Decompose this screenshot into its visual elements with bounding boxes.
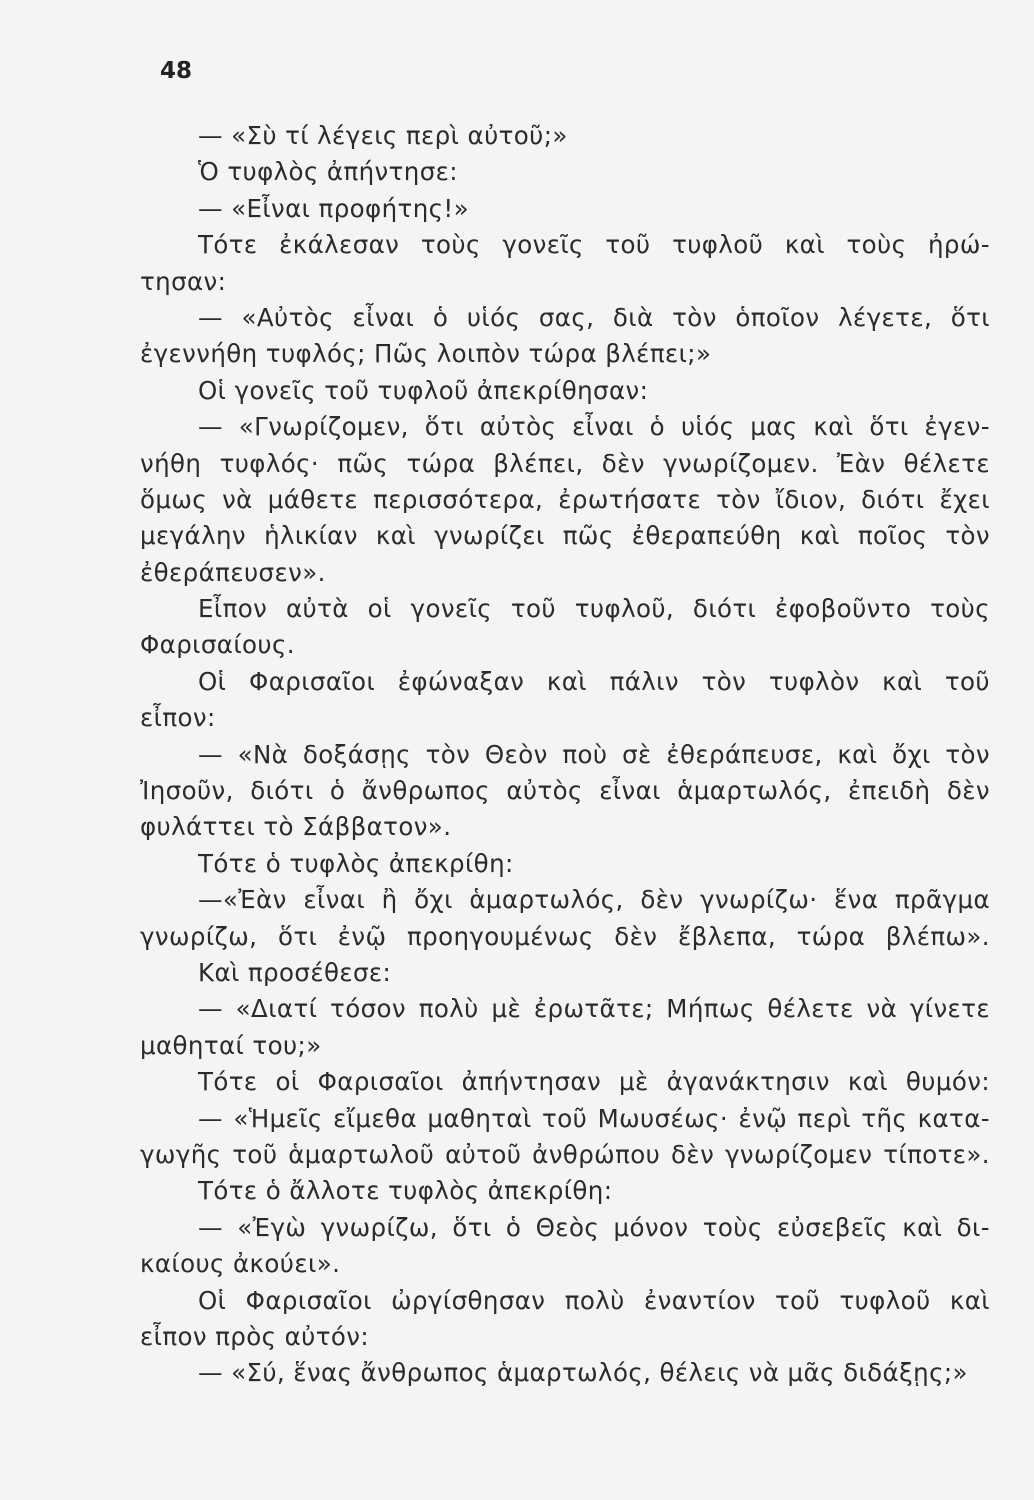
text-line: — «Νὰ δοξάσῃς τὸν Θεὸν ποὺ σὲ ἐθεράπευσε, καὶ ὄχι τὸν (198, 739, 990, 769)
text-line: ἐγεννήθη τυφλός; Πῶς λοιπὸν τώρα βλέπει;» (140, 339, 712, 369)
text-line: Τότε ἐκάλεσαν τοὺς γονεῖς τοῦ τυφλοῦ καὶ τοὺς ἠρώ- (198, 230, 990, 260)
text-line: Καὶ προσέθεσε: (198, 957, 392, 987)
text-line: — «Ἐγὼ γνωρίζω, ὅτι ὁ Θεὸς μόνον τοὺς εὐσεβεῖς καὶ δι- (198, 1212, 990, 1242)
text-line: —«Ἐὰν εἶναι ἢ ὄχι ἁμαρτωλός, δὲν γνωρίζω· ἕνα πρᾶγμα (198, 885, 990, 915)
text-line: — «Σύ, ἕνας ἄνθρωπος ἁμαρτωλός, θέλεις νὰ μᾶς διδάξῃς;» (198, 1358, 968, 1388)
text-line: — «Ἡμεῖς εἴμεθα μαθηταὶ τοῦ Μωυσέως· ἐνῷ περὶ τῆς κατα- (198, 1103, 990, 1133)
text-line: — «Σὺ τί λέγεις περὶ αὐτοῦ;» (198, 121, 568, 150)
text-line: Οἱ Φαρισαῖοι ὠργίσθησαν πολὺ ἐναντίον τοῦ τυφλοῦ καὶ (198, 1285, 990, 1315)
text-line: — «Εἶναι προφήτης!» (198, 193, 470, 223)
text-line: καίους ἀκούει». (140, 1249, 341, 1279)
text-line: Εἶπον αὐτὰ οἱ γονεῖς τοῦ τυφλοῦ, διότι ἐφοβοῦντο τοὺς (198, 594, 990, 624)
text-line: Τότε ὁ τυφλὸς ἀπεκρίθη: (198, 848, 514, 878)
text-line: γωγῆς τοῦ ἁμαρτωλοῦ αὐτοῦ ἀνθρώπου δὲν γνωρίζομεν τίποτε». (140, 1139, 990, 1169)
text-line: ἐθεράπευσεν». (140, 557, 326, 587)
text-line: τησαν: (140, 266, 227, 296)
text-line: — «Διατί τόσον πολὺ μὲ ἐρωτᾶτε; Μήπως θέλετε νὰ γίνετε (198, 994, 990, 1024)
text-line: φυλάττει τὸ Σάββατον». (140, 812, 452, 842)
text-line: Ὁ τυφλὸς ἀπήντησε: (198, 157, 458, 187)
text-line: γνωρίζω, ὅτι ἐνῷ προηγουμένως δὲν ἔβλεπα, τώρα βλέπω». (140, 921, 990, 951)
text-line: Τότε ὁ ἄλλοτε τυφλὸς ἀπεκρίθη: (198, 1176, 613, 1206)
text-line: μεγάλην ἡλικίαν καὶ γνωρίζει πῶς ἐθεραπεύθη καὶ ποῖος τὸν (140, 521, 990, 551)
text-line: Ἰησοῦν, διότι ὁ ἄνθρωπος αὐτὸς εἶναι ἁμαρτωλός, ἐπειδὴ δὲν (140, 776, 990, 806)
page-number: 48 (160, 58, 193, 84)
text-line: Τότε οἱ Φαρισαῖοι ἀπήντησαν μὲ ἀγανάκτησιν καὶ θυμόν: (198, 1067, 990, 1097)
text-line: εἶπον: (140, 703, 216, 733)
text-line: Οἱ Φαρισαῖοι ἐφώναξαν καὶ πάλιν τὸν τυφλὸν καὶ τοῦ (198, 666, 990, 696)
text-line: μαθηταί του;» (140, 1030, 322, 1060)
text-line: εἶπον πρὸς αὐτόν: (140, 1321, 370, 1351)
text-line: — «Γνωρίζομεν, ὅτι αὐτὸς εἶναι ὁ υἱός μας καὶ ὅτι ἐγεν- (198, 412, 990, 442)
text-line: νήθη τυφλός· πῶς τώρα βλέπει, δὲν γνωρίζομεν. Ἐὰν θέλετε (140, 448, 990, 478)
text-body (140, 118, 990, 1392)
text-line: Φαρισαίους. (140, 630, 295, 660)
text-line: Οἱ γονεῖς τοῦ τυφλοῦ ἀπεκρίθησαν: (198, 375, 649, 405)
text-line: — «Αὐτὸς εἶναι ὁ υἱός σας, διὰ τὸν ὁποῖον λέγετε, ὅτι (198, 302, 990, 332)
text-line: ὅμως νὰ μάθετε περισσότερα, ἐρωτήσατε τὸν ἴδιον, διότι ἔχει (140, 484, 990, 514)
